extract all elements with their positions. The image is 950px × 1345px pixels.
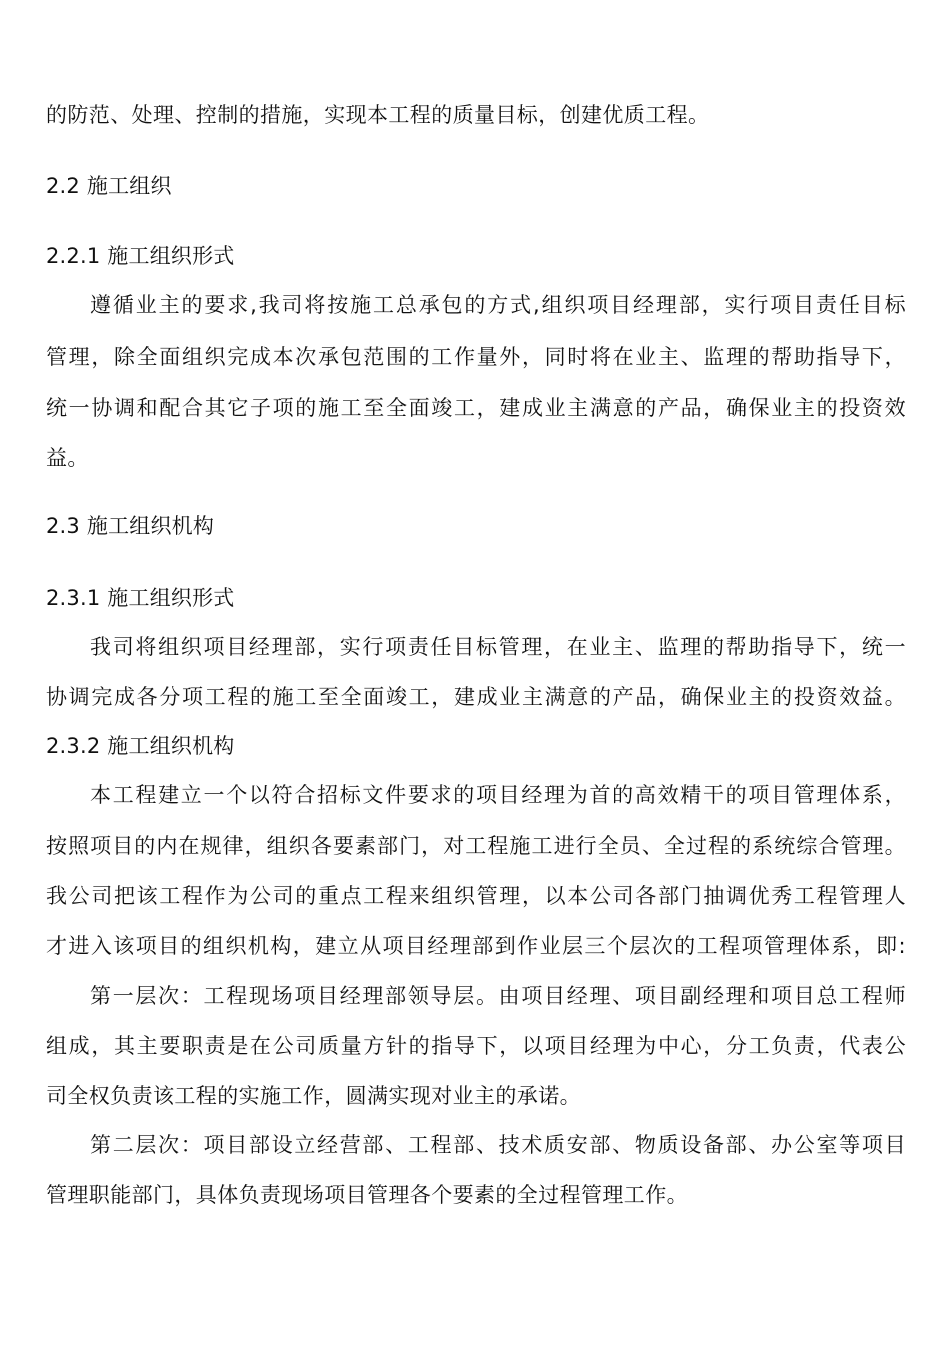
section-heading-2-2: 2.2 施工组织 <box>46 174 172 198</box>
paragraph-line: 组成，其主要职责是在公司质量方针的指导下，以项目经理为中心，分工负责，代表公 <box>46 1034 906 1058</box>
paragraph-line: 遵循业主的要求,我司将按施工总承包的方式,组织项目经理部，实行项目责任目标 <box>90 293 906 317</box>
subsection-heading-2-3-2: 2.3.2 施工组织机构 <box>46 734 235 758</box>
paragraph-line: 益。 <box>46 446 89 470</box>
paragraph-line: 的防范、处理、控制的措施，实现本工程的质量目标，创建优质工程。 <box>46 103 710 127</box>
paragraph-line: 第二层次：项目部设立经营部、工程部、技术质安部、物质设备部、办公室等项目 <box>90 1133 906 1157</box>
subsection-heading-2-3-1: 2.3.1 施工组织形式 <box>46 586 235 610</box>
paragraph-line: 统一协调和配合其它子项的施工至全面竣工，建成业主满意的产品，确保业主的投资效 <box>46 396 906 420</box>
paragraph-line: 司全权负责该工程的实施工作，圆满实现对业主的承诺。 <box>46 1084 581 1108</box>
subsection-heading-2-2-1: 2.2.1 施工组织形式 <box>46 244 235 268</box>
paragraph-line: 管理职能部门，具体负责现场项目管理各个要素的全过程管理工作。 <box>46 1183 688 1207</box>
paragraph-line: 本工程建立一个以符合招标文件要求的项目经理为首的高效精干的项目管理体系， <box>90 783 906 807</box>
paragraph-line: 我公司把该工程作为公司的重点工程来组织管理，以本公司各部门抽调优秀工程管理人 <box>46 884 906 908</box>
paragraph-line: 协调完成各分项工程的施工至全面竣工，建成业主满意的产品，确保业主的投资效益。 <box>46 685 906 709</box>
paragraph-line: 按照项目的内在规律，组织各要素部门，对工程施工进行全员、全过程的系统综合管理。 <box>46 834 906 858</box>
paragraph-line: 管理，除全面组织完成本次承包范围的工作量外，同时将在业主、监理的帮助指导下， <box>46 345 906 369</box>
section-heading-2-3: 2.3 施工组织机构 <box>46 514 215 538</box>
paragraph-line: 我司将组织项目经理部，实行项责任目标管理，在业主、监理的帮助指导下，统一 <box>90 635 906 659</box>
paragraph-line: 才进入该项目的组织机构，建立从项目经理部到作业层三个层次的工程项管理体系，即: <box>46 934 906 958</box>
paragraph-line: 第一层次：工程现场项目经理部领导层。由项目经理、项目副经理和项目总工程师 <box>90 984 906 1008</box>
